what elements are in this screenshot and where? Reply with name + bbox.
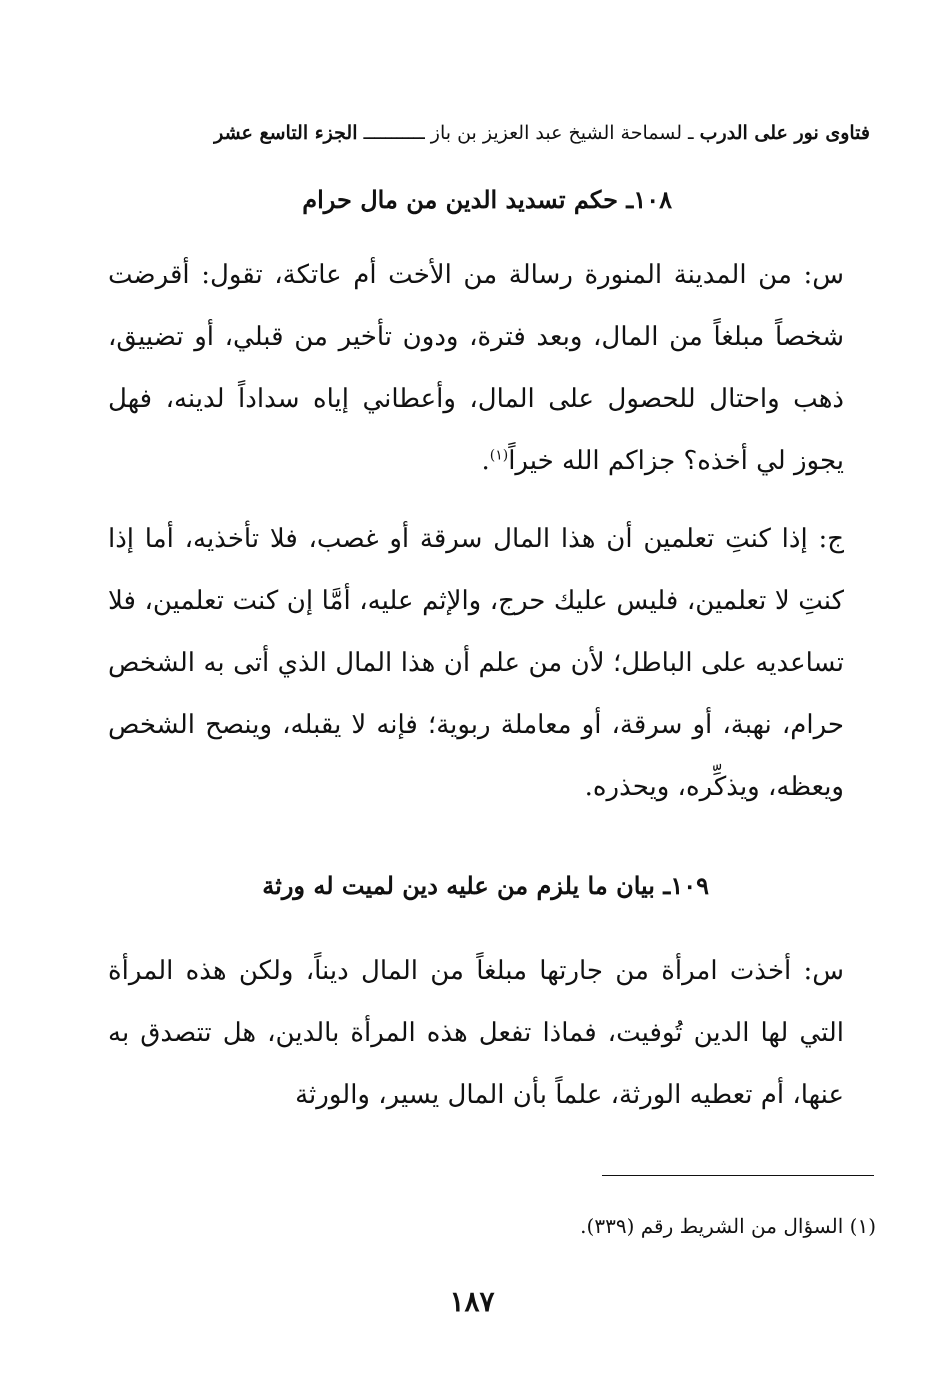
- section-108-heading: ١٠٨ـ حكم تسديد الدين من مال حرام: [302, 185, 672, 214]
- footnote: (١) السؤال من الشريط رقم (٣٣٩).: [580, 1214, 876, 1238]
- footnote-reference: (١): [489, 447, 509, 464]
- volume-label: الجزء التاسع عشر: [214, 122, 358, 144]
- author-line: ـ لسماحة الشيخ عبد العزيز بن باز ـــــــــــ: [363, 122, 694, 144]
- section-109-heading: ١٠٩ـ بيان ما يلزم من عليه دين لميت له ورثة: [262, 871, 709, 900]
- section-108-answer: ج: إذا كنتِ تعلمين أن هذا المال سرقة أو غصب، فلا تأخذيه، أما إذا كنتِ لا تعلمين، فليس عليك حرج، والإثم عليه، أمَّا إن كنت تعلمين، فلا تساعديه على الباطل؛ لأن من علم أن هذا المال الذي أتى به الشخص حرام، نهبة، أو سرقة، أو معاملة ربوية؛ فإنه لا يقبله، وينصح الشخص ويعظه، ويذكِّره، ويحذره.: [108, 524, 844, 802]
- question-end: .: [481, 446, 490, 476]
- page-number: ١٨٧: [449, 1285, 495, 1318]
- section-109-question: س: أخذت امرأة من جارتها مبلغاً من المال ديناً، ولكن هذه المرأة التي لها الدين تُوفيت، فماذا تفعل هذه المرأة بالدين، هل تتصدق به عنها، أم تعطيه الورثة، علماً بأن المال يسير، والورثة: [108, 956, 844, 1110]
- running-header: [108, 118, 870, 148]
- book-title: فتاوى نور على الدرب: [699, 122, 870, 144]
- footnote-divider: [602, 1175, 874, 1176]
- section-108-question: [108, 244, 844, 492]
- question-text: س: من المدينة المنورة رسالة من الأخت أم عاتكة، تقول: أقرضت شخصاً مبلغاً من المال، وبعد فترة، ودون تأخير من قبلي، أو تضييق، ذهب واحتال للحصول على المال، وأعطاني إياه سداداً لدينه، فهل يجوز لي أخذه؟ جزاكم الله خيراً: [108, 260, 844, 476]
